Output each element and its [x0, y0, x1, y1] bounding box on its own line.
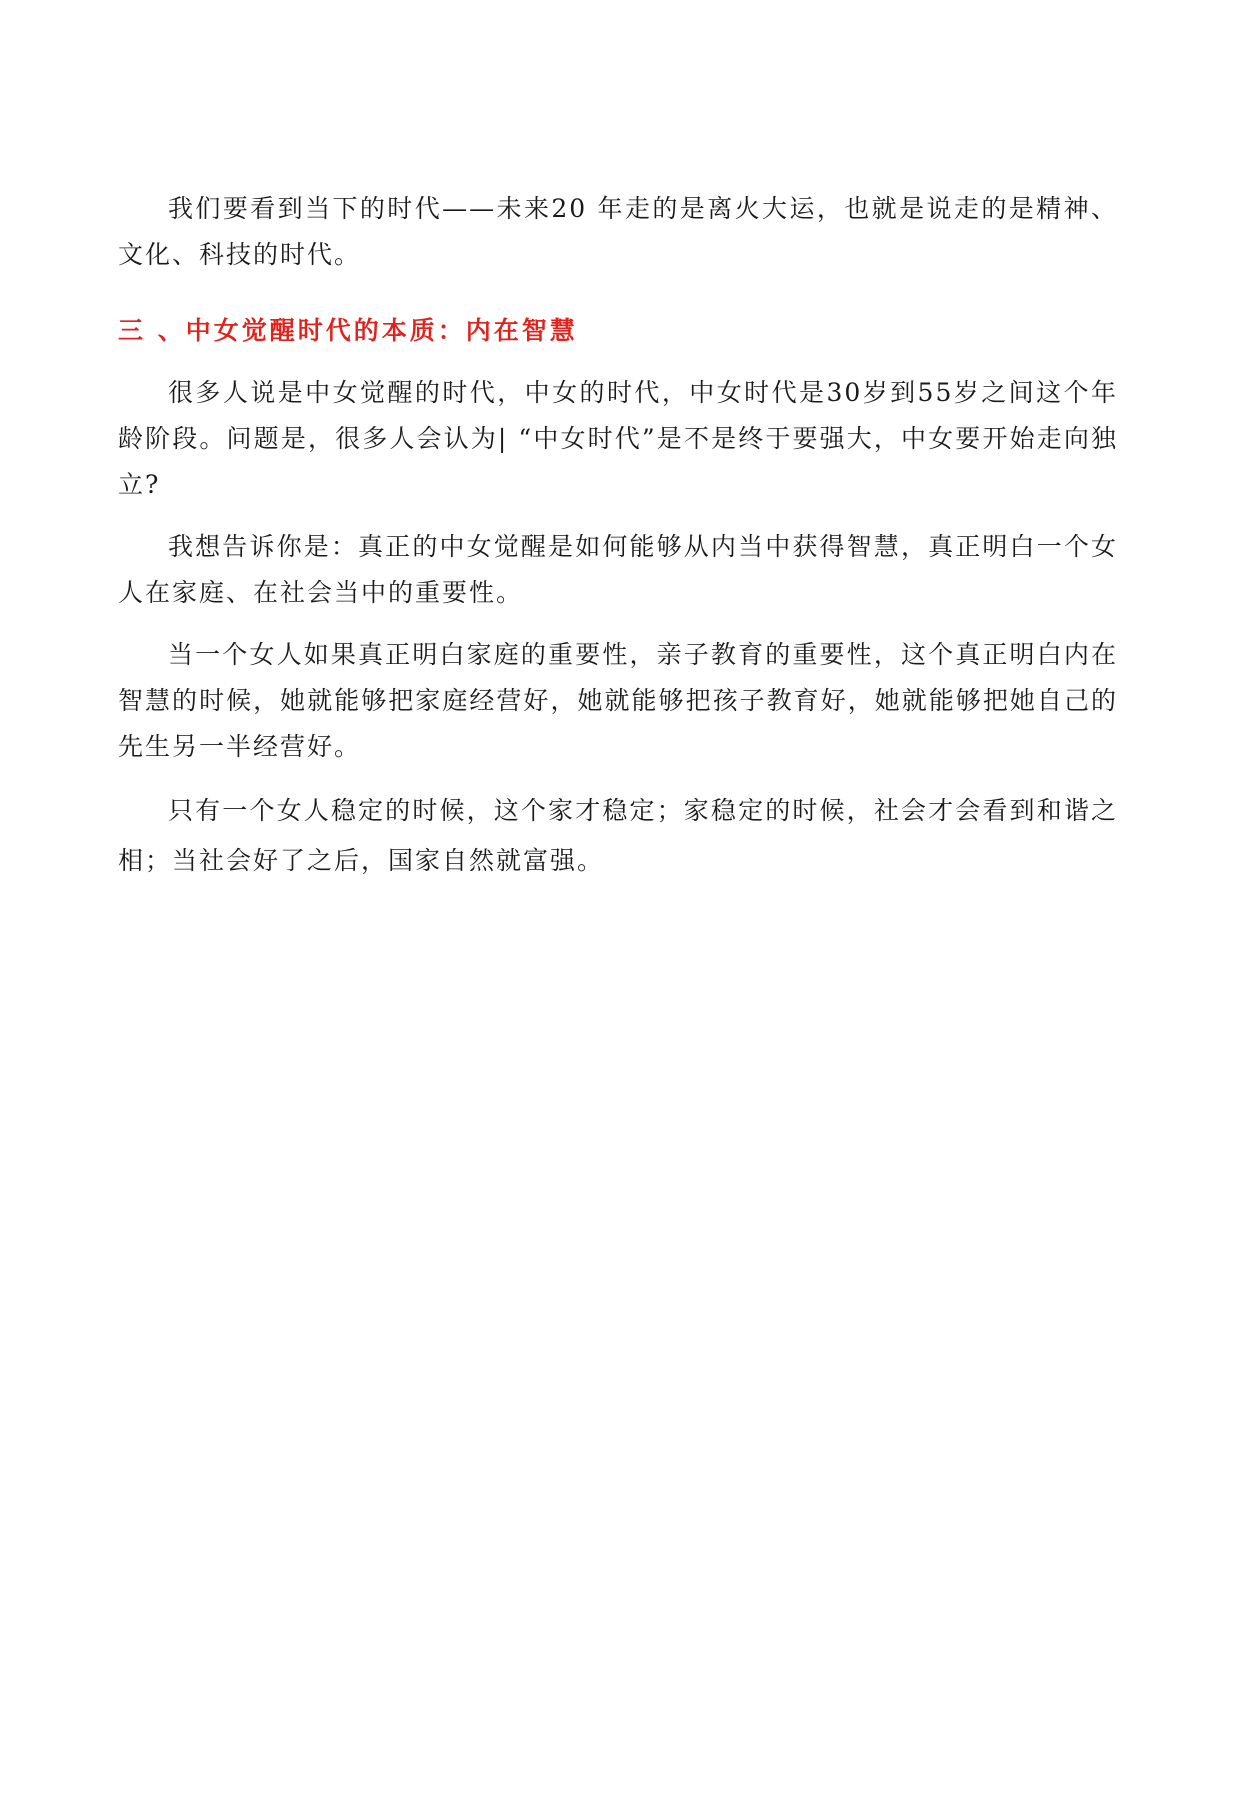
paragraph-family-importance: 当一个女人如果真正明白家庭的重要性，亲子教育的重要性，这个真正明白内在智慧的时候，她就能够把家庭经营好，她就能够把孩子教育好，她就能够把她自己的先生另一半经营好。	[118, 640, 1118, 761]
intro-paragraph: 我们要看到当下的时代——未来20 年走的是离火大运，也就是说走的是精神、文化、科技的时代。	[118, 194, 1118, 269]
paragraph-middle-aged-women-era: 很多人说是中女觉醒的时代，中女的时代，中女时代是30岁到55岁之间这个年龄阶段。问题是，很多人会认为| “中女时代”是不是终于要强大，中女要开始走向独立?	[118, 378, 1118, 499]
document-body	[118, 186, 1118, 886]
paragraph-true-awakening: 我想告诉你是：真正的中女觉醒是如何能够从内当中获得智慧，真正明白一个女人在家庭、在社会当中的重要性。	[118, 532, 1118, 607]
section-heading: 三 、中女觉醒时代的本质：内在智慧	[118, 316, 578, 345]
paragraph-stability: 只有一个女人稳定的时候，这个家才稳定；家稳定的时候，社会才会看到和谐之相；当社会好了之后，国家自然就富强。	[118, 796, 1118, 875]
